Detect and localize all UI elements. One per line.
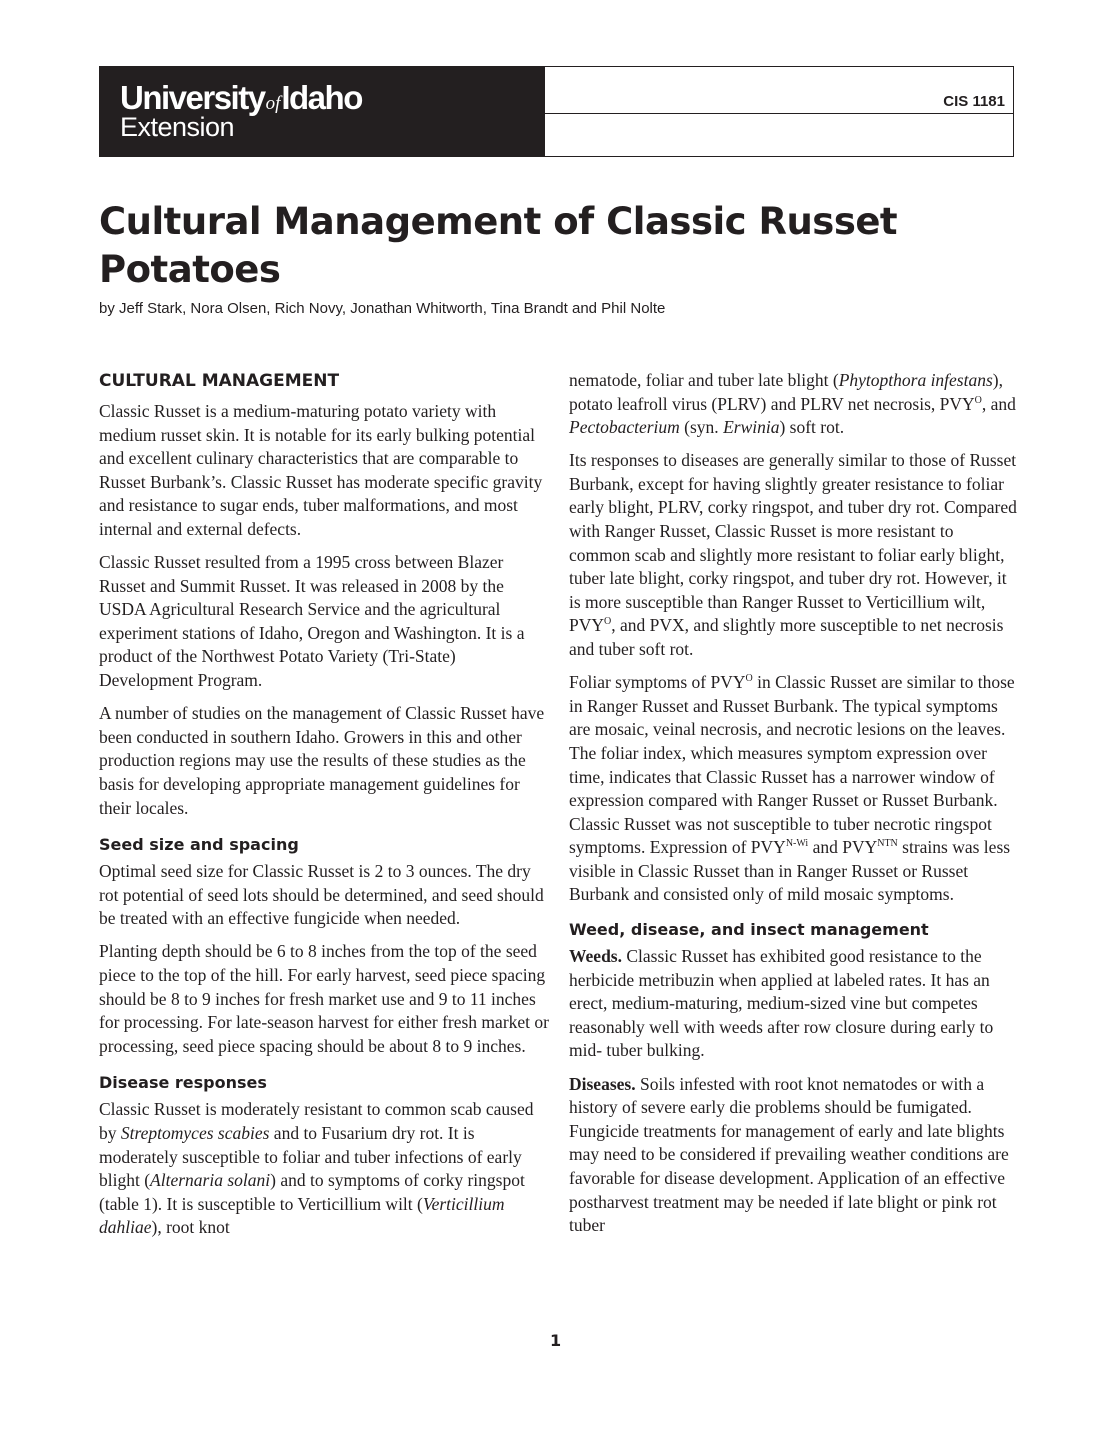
- byline: by Jeff Stark, Nora Olsen, Rich Novy, Jonathan Whitworth, Tina Brandt and Phil Nolte: [99, 300, 666, 317]
- paragraph: A number of studies on the management of Classic Russet have been conducted in southern Idaho. Growers in this and other production regions may use the results of these studies as the basis for developing appropriate management guidelines for their locales.: [99, 703, 545, 818]
- subheading-seed-size-and-spacing: Seed size and spacing: [99, 835, 299, 855]
- subheading-disease-responses: Disease responses: [99, 1073, 267, 1093]
- paragraph: Classic Russet is moderately resistant to common scab caused by Streptomyces scabies and to Fusarium dry rot. It is moderately susceptible to foliar and tuber infections of early blight (Alternaria solani) and to symptoms of corky ringspot (table 1). It is susceptible to Verticillium wilt (Verticillium dahliae), root knot: [99, 1099, 534, 1238]
- left-column: [99, 368, 549, 1249]
- paragraph: Classic Russet resulted from a 1995 cross between Blazer Russet and Summit Russet. It was released in 2008 by the USDA Agricultural Research Service and the agricultural experiment stations of Idaho, Oregon and Washington. It is a product of the Northwest Potato Variety (Tri-State) Development Program.: [99, 552, 525, 691]
- paragraph: Foliar symptoms of $PVY^O$ in Classic Russet are similar to those in Ranger Russet and Russet Burbank. The typical symptoms are mosaic, veinal necrosis, and necrotic lesions on the leaves. The foliar index, which measures symptom expression over time, indicates that Classic Russet has a narrower window of expression compared with Ranger Russet or Russet Burbank. Classic Russet was not susceptible to tuber necrotic ringspot symptoms. Expression of $PVY^{N-Wi}$ and $PVY^{NTN}$ strains was less visible in Classic Russet than in Ranger Russet or Russet Burbank and consisted only of mild mosaic symptoms.: [569, 672, 1015, 905]
- paragraph: Optimal seed size for Classic Russet is 2 to 3 ounces. The dry rot potential of seed lots should be determined, and seed should be treated with an effective fungicide when needed.: [99, 861, 544, 929]
- header-rule: [545, 113, 1013, 114]
- paragraph: Classic Russet is a medium-maturing potato variety with medium russet skin. It is notable for its early bulking potential and excellent culinary characteristics that are comparable to Russet Burbank’s. Classic Russet has moderate specific gravity and resistance to sugar ends, tuber malformations, and most internal and external defects.: [99, 401, 543, 539]
- section-heading-cultural-management: CULTURAL MANAGEMENT: [99, 371, 340, 391]
- right-column: [569, 369, 1019, 1247]
- paragraph: nematode, foliar and tuber late blight (Phytopthora infestans), potato leafroll virus (PLRV) and PLRV net necrosis, $PVY^O$, and Pectobacterium (syn. Erwinia) soft rot.: [569, 370, 1016, 438]
- publication-number: CIS 1181: [943, 93, 1005, 110]
- paragraph: Diseases. Soils infested with root knot nematodes or with a history of severe early die problems should be fumigated. Fungicide treatments for management of early and late blights may need to be considered if prevailing weather conditions are favorable for disease development. Application of an effective postharvest treatment may be needed if late blight or pink rot tuber: [569, 1073, 1009, 1236]
- page-number: 1: [550, 1331, 562, 1350]
- paragraph: Weeds. Classic Russet has exhibited good resistance to the herbicide metribuzin when applied at labeled rates. It has an erect, medium-maturing, medium-sized vine but competes reasonably well with weeds after row closure during early to mid- tuber bulking.: [569, 946, 994, 1061]
- university-of-idaho-extension-logo: [100, 67, 545, 156]
- page-title: Cultural Management of Classic Russet Potatoes: [99, 200, 898, 291]
- logo-extension-text: Extension: [120, 112, 235, 142]
- paragraph: Its responses to diseases are generally similar to those of Russet Burbank, except for having slightly greater resistance to foliar early blight, PLRV, corky ringspot, and tuber dry rot. Compared with Ranger Russet, Classic Russet is more resistant to common scab and slightly more resistant to foliar early blight, tuber late blight, corky ringspot, and tuber dry rot. However, it is more susceptible than Ranger Russet to Verticillium wilt, $PVY^O$, and PVX, and slightly more susceptible to net necrosis and tuber soft rot.: [569, 450, 1017, 660]
- subheading-weed-disease-insect-management: Weed, disease, and insect management: [569, 920, 929, 940]
- paragraph: Planting depth should be 6 to 8 inches from the top of the seed piece to the top of the hill. For early harvest, seed piece spacing should be 8 to 9 inches for fresh market use and 9 to 11 inches for processing. For late-season harvest for either fresh market or processing, seed piece spacing should be about 8 to 9 inches.: [99, 941, 549, 1056]
- logo-wordmark: UniversityofIdaho: [120, 79, 362, 116]
- masthead: [99, 66, 1014, 157]
